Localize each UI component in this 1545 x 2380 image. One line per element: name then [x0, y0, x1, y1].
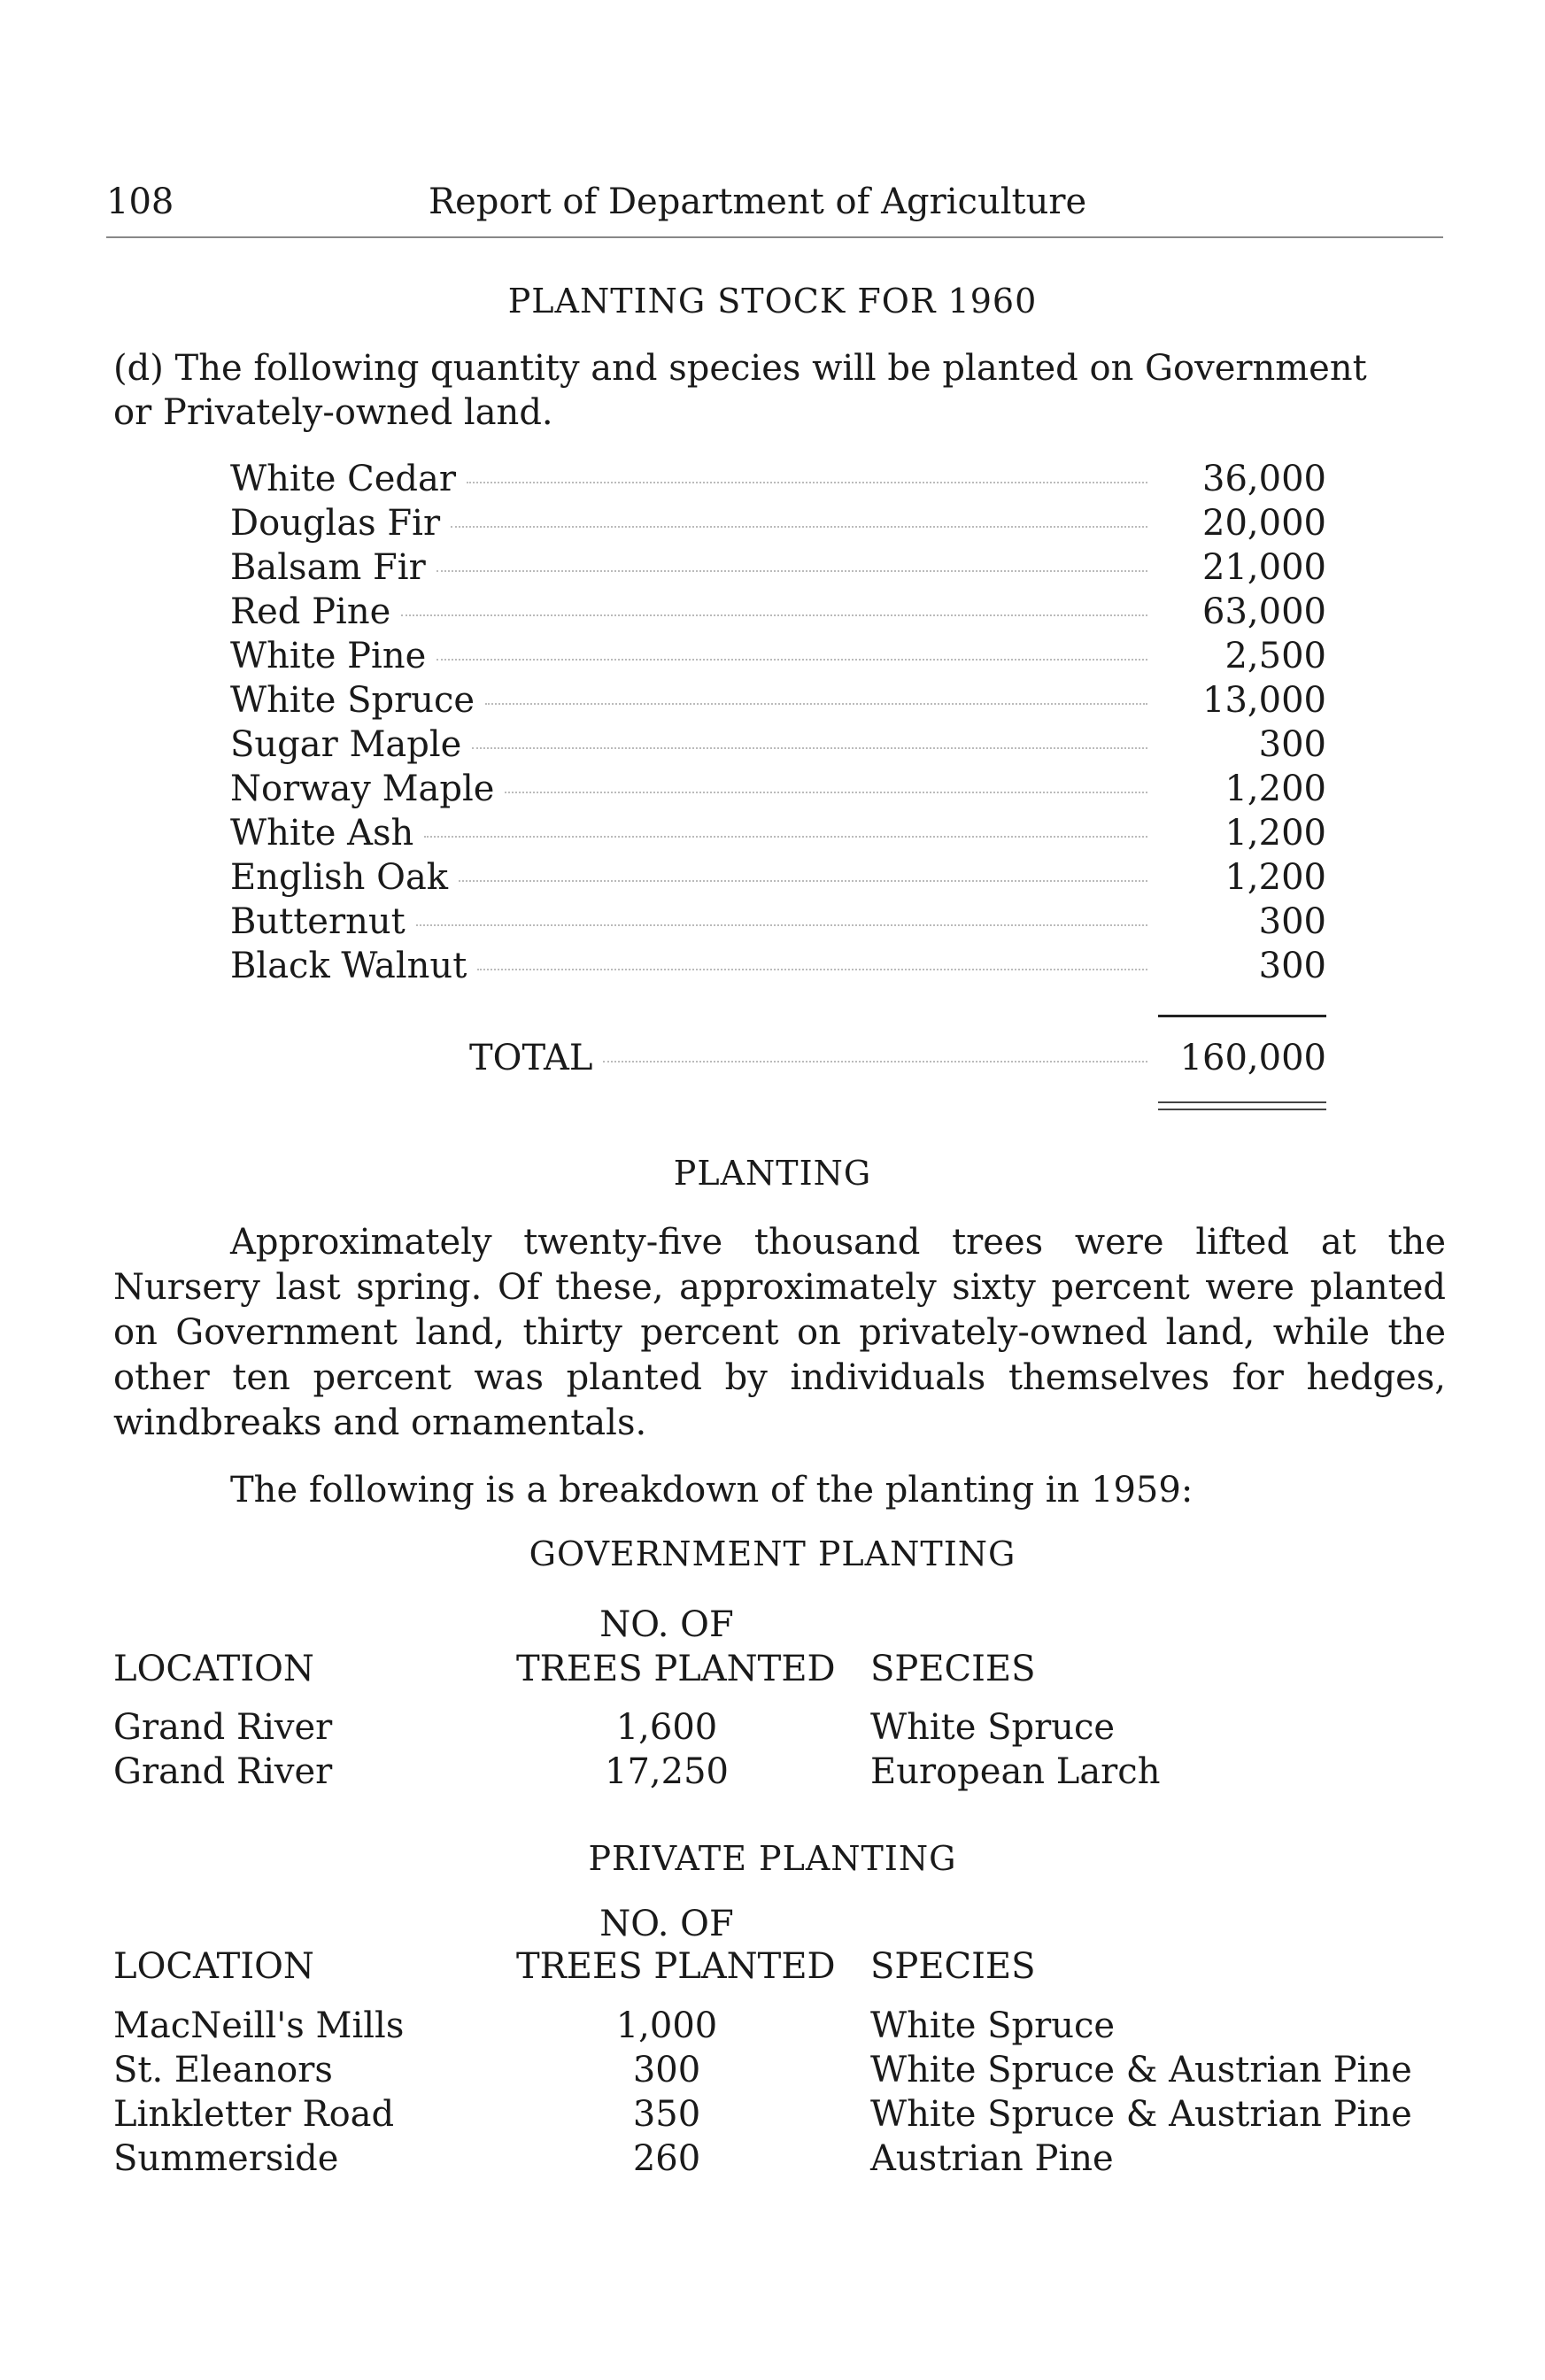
government-planting-title: GOVERNMENT PLANTING — [529, 1534, 1016, 1573]
stock-quantity: 300 — [1258, 724, 1326, 765]
dot-leader — [485, 703, 1147, 705]
stock-species: Black Walnut — [230, 946, 467, 986]
breakdown-intro: The following is a breakdown of the planting in 1959: — [230, 1470, 1194, 1511]
row-number: 1,600 — [615, 1707, 718, 1748]
row-species: White Spruce & Austrian Pine — [870, 2094, 1412, 2135]
stock-species: White Pine — [230, 636, 427, 676]
dot-leader — [467, 482, 1147, 483]
stock-row — [230, 591, 1326, 636]
table-row — [113, 2005, 1446, 2050]
stock-quantity: 1,200 — [1224, 857, 1326, 898]
sum-rule — [1158, 1015, 1326, 1017]
row-species: White Spruce & Austrian Pine — [870, 2050, 1412, 2090]
stock-quantity: 13,000 — [1202, 680, 1326, 721]
stock-total-row — [469, 1038, 1326, 1082]
row-number: 17,250 — [605, 1751, 729, 1792]
stock-species: Norway Maple — [230, 769, 495, 809]
gov-header-line1 — [113, 1604, 1446, 1649]
stock-quantity: 1,200 — [1224, 813, 1326, 854]
col-location-heading: LOCATION — [113, 1649, 314, 1689]
running-title: Report of Department of Agriculture — [429, 182, 1087, 222]
stock-row — [230, 857, 1326, 901]
stock-section-title: PLANTING STOCK FOR 1960 — [507, 282, 1038, 321]
stock-quantity: 300 — [1258, 946, 1326, 986]
row-number: 1,000 — [615, 2005, 718, 2046]
stock-row — [230, 547, 1326, 591]
stock-quantity: 63,000 — [1202, 591, 1326, 632]
col-number-heading-line2: TREES PLANTED — [516, 1946, 836, 1987]
table-row — [113, 2050, 1446, 2094]
private-planting-title: PRIVATE PLANTING — [588, 1839, 957, 1878]
row-location: Grand River — [113, 1751, 333, 1792]
dot-leader — [477, 969, 1147, 970]
stock-row — [230, 724, 1326, 769]
dot-leader — [505, 792, 1147, 793]
row-location: St. Eleanors — [113, 2050, 333, 2090]
row-location: Linkletter Road — [113, 2094, 395, 2135]
stock-quantity: 2,500 — [1224, 636, 1326, 676]
dot-leader — [401, 614, 1147, 616]
planting-paragraph: Approximately twenty-five thousand trees were lifted at the Nursery last spring. Of these, approximately sixty percent were planted on Government land, thirty percent on privately-owned land, while the other ten percent was planted by individuals themselves for hedges, windbreaks and ornamentals. — [113, 1222, 1446, 1443]
col-number-heading-line1: NO. OF — [599, 1604, 734, 1645]
dot-leader — [451, 526, 1147, 528]
stock-row — [230, 946, 1326, 990]
stock-species: Red Pine — [230, 591, 391, 632]
priv-header-line2 — [113, 1946, 1446, 1990]
col-species-heading: SPECIES — [870, 1946, 1036, 1987]
dot-leader — [603, 1061, 1147, 1062]
table-row — [113, 2094, 1446, 2138]
total-label: TOTAL — [469, 1038, 593, 1078]
stock-quantity: 1,200 — [1224, 769, 1326, 809]
stock-species: White Spruce — [230, 680, 475, 721]
stock-species: Sugar Maple — [230, 724, 462, 765]
dot-leader — [424, 836, 1147, 838]
stock-quantity: 20,000 — [1202, 503, 1326, 544]
dot-leader — [472, 747, 1147, 749]
total-double-rule — [1158, 1101, 1326, 1110]
total-value: 160,000 — [1179, 1038, 1326, 1078]
stock-row — [230, 769, 1326, 813]
row-species: White Spruce — [870, 2005, 1116, 2046]
col-species-heading: SPECIES — [870, 1649, 1036, 1689]
planting-section-title: PLANTING — [673, 1154, 872, 1193]
table-row — [113, 2138, 1446, 2183]
table-row — [113, 1751, 1446, 1796]
page-number: 108 — [106, 182, 174, 222]
stock-row — [230, 636, 1326, 680]
stock-quantity: 21,000 — [1202, 547, 1326, 588]
header-rule — [106, 236, 1443, 238]
priv-header-line1 — [113, 1904, 1446, 1948]
row-location: Summerside — [113, 2138, 339, 2179]
stock-quantity: 300 — [1258, 901, 1326, 942]
gov-header-line2 — [113, 1649, 1446, 1693]
col-location-heading: LOCATION — [113, 1946, 314, 1987]
col-number-heading-line2: TREES PLANTED — [516, 1649, 836, 1689]
stock-row — [230, 503, 1326, 547]
stock-species: English Oak — [230, 857, 449, 898]
stock-quantity: 36,000 — [1202, 459, 1326, 499]
row-species: Austrian Pine — [870, 2138, 1114, 2179]
stock-species: Balsam Fir — [230, 547, 426, 588]
stock-species: Butternut — [230, 901, 406, 942]
dot-leader — [436, 659, 1147, 661]
stock-species: White Cedar — [230, 459, 456, 499]
row-number: 300 — [632, 2050, 701, 2090]
row-number: 350 — [632, 2094, 701, 2135]
row-number: 260 — [632, 2138, 701, 2179]
row-location: Grand River — [113, 1707, 333, 1748]
stock-species: Douglas Fir — [230, 503, 441, 544]
stock-intro-line2: or Privately-owned land. — [113, 392, 553, 433]
stock-intro-line1: (d) The following quantity and species will be planted on Government — [113, 348, 1367, 389]
stock-species: White Ash — [230, 813, 414, 854]
dot-leader — [436, 570, 1147, 572]
stock-row — [230, 901, 1326, 946]
stock-row — [230, 813, 1326, 857]
row-species: White Spruce — [870, 1707, 1116, 1748]
row-species: European Larch — [870, 1751, 1161, 1792]
row-location: MacNeill's Mills — [113, 2005, 405, 2046]
dot-leader — [459, 880, 1147, 882]
stock-row — [230, 459, 1326, 503]
stock-row — [230, 680, 1326, 724]
table-row — [113, 1707, 1446, 1751]
col-number-heading-line1: NO. OF — [599, 1904, 734, 1944]
dot-leader — [416, 924, 1147, 926]
